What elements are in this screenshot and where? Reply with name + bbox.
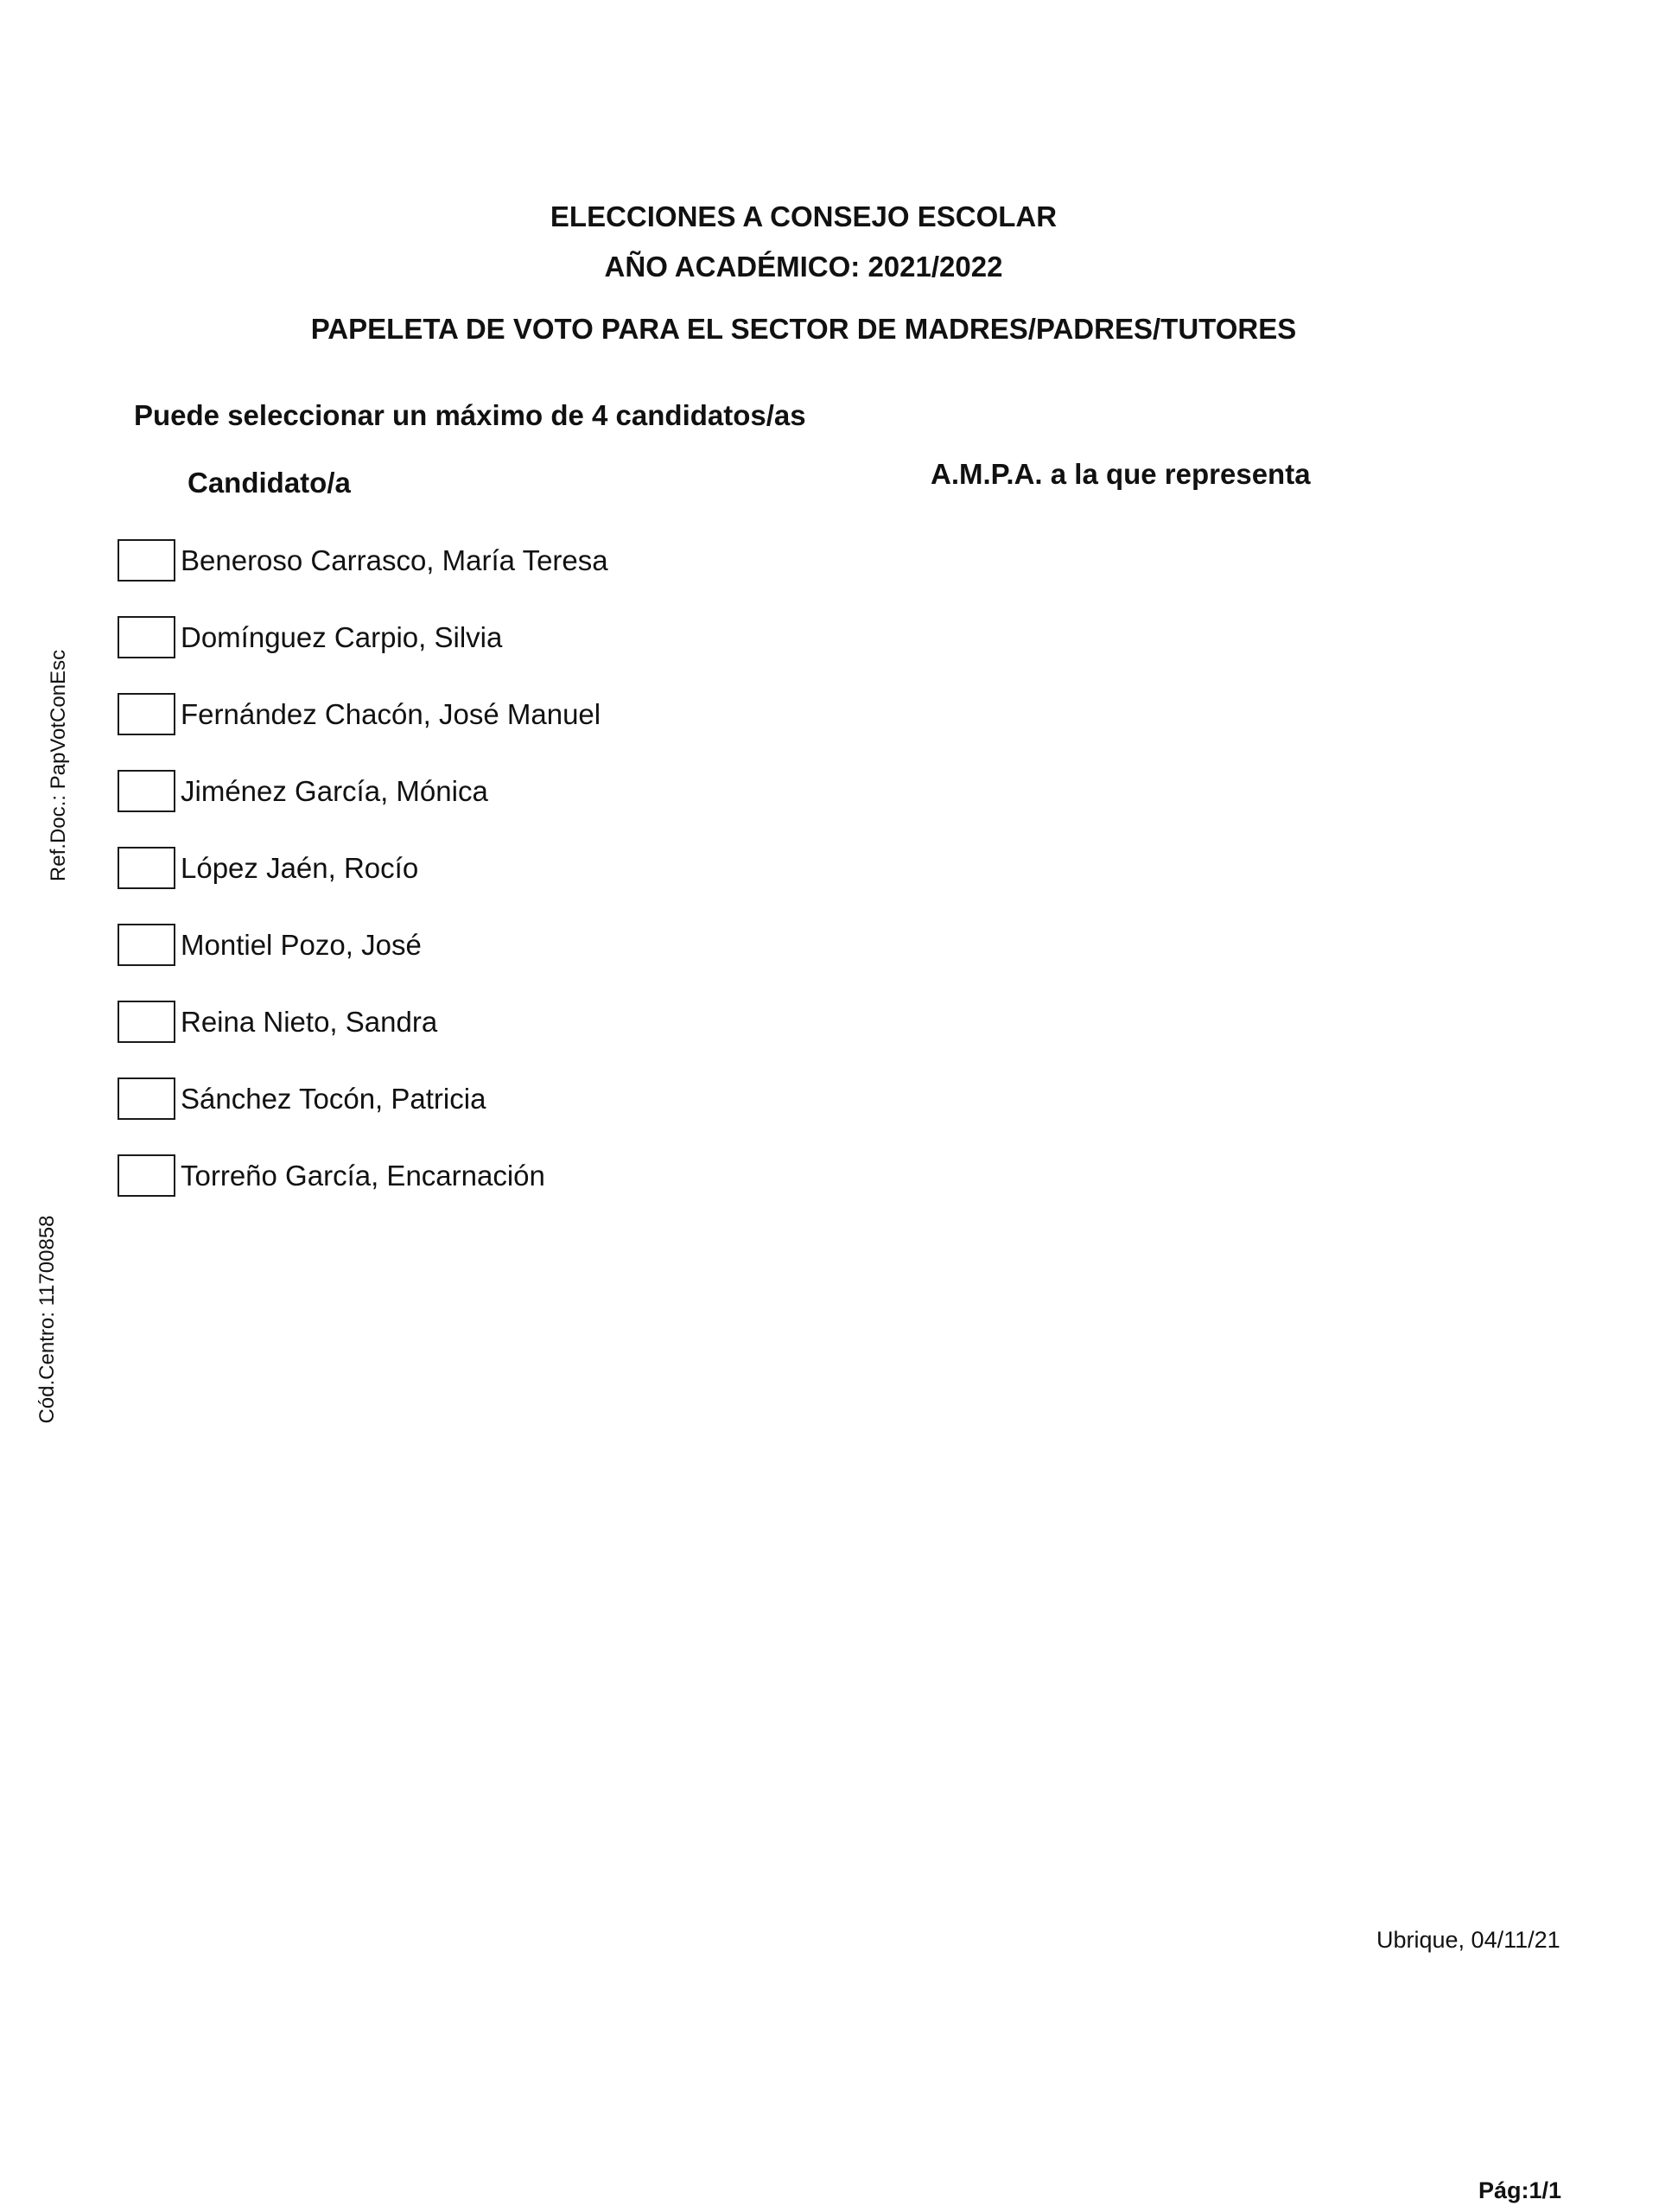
candidate-name: Montiel Pozo, José: [181, 928, 422, 961]
candidate-checkbox[interactable]: [118, 1154, 175, 1197]
candidate-checkbox[interactable]: [118, 616, 175, 658]
candidate-row: [118, 906, 895, 983]
candidate-row: [118, 599, 895, 676]
candidate-name: Domínguez Carpio, Silvia: [181, 620, 503, 653]
candidate-name: Jiménez García, Mónica: [181, 774, 488, 807]
title-ballot-sector: PAPELETA DE VOTO PARA EL SECTOR DE MADRES/PADRES/TUTORES: [310, 313, 1297, 345]
candidate-row: [118, 522, 895, 599]
candidate-row: [118, 830, 895, 906]
selection-instruction: Puede seleccionar un máximo de 4 candidatos/as: [134, 399, 806, 431]
candidate-name: López Jaén, Rocío: [181, 851, 419, 884]
candidate-checkbox[interactable]: [118, 924, 175, 966]
candidate-checkbox[interactable]: [118, 1001, 175, 1043]
candidate-row: [118, 983, 895, 1060]
candidate-checkbox[interactable]: [118, 539, 175, 582]
candidate-checkbox[interactable]: [118, 1077, 175, 1120]
title-elections: ELECCIONES A CONSEJO ESCOLAR: [550, 200, 1058, 232]
column-header-ampa: A.M.P.A. a la que representa: [931, 458, 1311, 490]
center-code: Cód.Centro: 11700858: [35, 1215, 59, 1424]
document-reference: Ref.Doc.: PapVotConEsc: [47, 649, 70, 882]
candidate-checkbox[interactable]: [118, 693, 175, 735]
column-header-candidate: Candidato/a: [188, 467, 351, 499]
title-academic-year: AÑO ACADÉMICO: 2021/2022: [604, 251, 1003, 283]
page-number: Pág:1/1: [1478, 2177, 1562, 2203]
candidate-name: Fernández Chacón, José Manuel: [181, 697, 601, 730]
place-date: Ubrique, 04/11/21: [1376, 1927, 1560, 1953]
candidate-checkbox[interactable]: [118, 847, 175, 889]
candidate-row: [118, 676, 895, 753]
candidate-row: [118, 1060, 895, 1137]
candidate-name: Beneroso Carrasco, María Teresa: [181, 543, 608, 576]
candidate-name: Reina Nieto, Sandra: [181, 1005, 438, 1038]
candidate-row: [118, 1137, 895, 1214]
candidate-list: [118, 522, 895, 1214]
candidate-row: [118, 753, 895, 830]
candidate-checkbox[interactable]: [118, 770, 175, 812]
candidate-name: Sánchez Tocón, Patricia: [181, 1082, 486, 1115]
candidate-name: Torreño García, Encarnación: [181, 1159, 545, 1192]
